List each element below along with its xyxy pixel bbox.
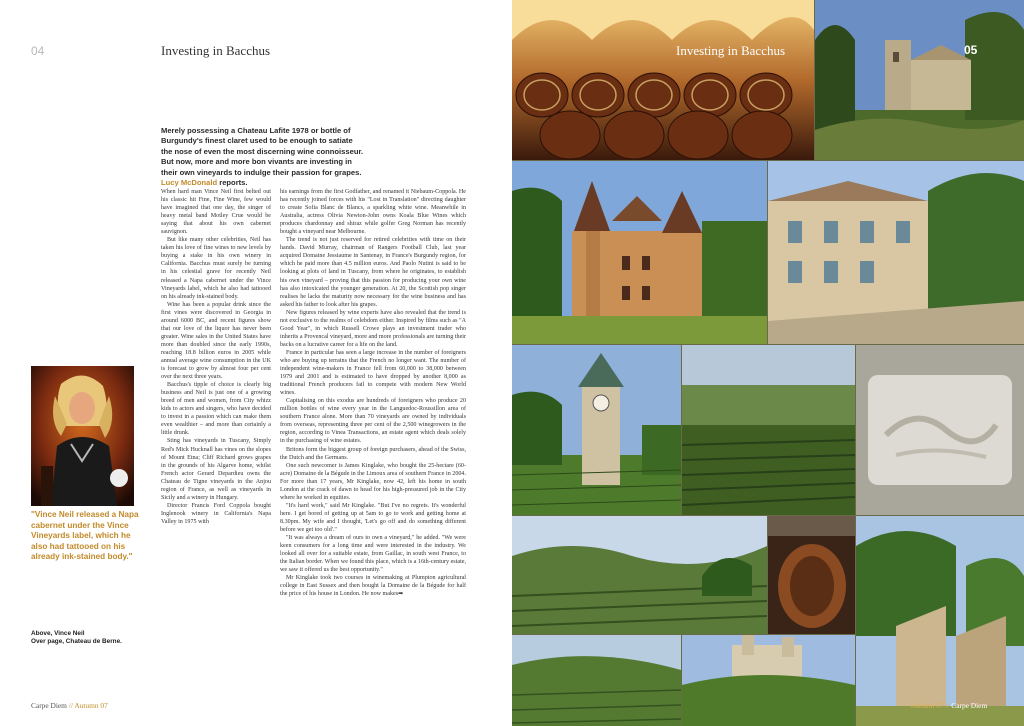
article-paragraph: Sting has vineyards in Tuscany, Simply Red's Mick Hucknall has vines on the slopes of Mount Etna; Cliff Richard grows grapes in the grounds of his Algarve home, whilst French actor Gerard Depardieu owns the Chateau de Tigne vineyards in the Anjou region of France, as well as vineyards in Sicily and a winery in Hungary. [161, 438, 271, 501]
stone-ruin-photo [856, 516, 1024, 726]
clock-tower-photo [512, 345, 681, 515]
footer-separator: // [66, 701, 73, 710]
footer-right-issue: Autumn 07 [910, 701, 944, 710]
intro-reports: reports. [217, 178, 248, 188]
stone-engraving-photo [856, 345, 1024, 515]
article-paragraph: But like many other celebrities, Neil has taken his love of fine wines to new levels by buying a stake in his own winery in California. Bacchus must surely be turning in his celestial grave for recently Neil released a Napa cabernet under the Vince Vineyards label, which he also had tattooed on his already ink-stained body. [161, 237, 271, 300]
page-number-left: 04 [31, 44, 45, 58]
chapel-photo [815, 0, 1024, 160]
hilltop-castle-photo [682, 635, 855, 726]
right-page [512, 0, 1024, 726]
caption-line-1: Above, Vince Neil [31, 630, 85, 637]
article-paragraph: Bacchus's tipple of choice is clearly big business and Neil is just one of a growing breed of men and women, from City whizz kids to actors and singers, who have decided to invest in a passion which can make them even wealthier – and more than certainly a little drunk. [161, 382, 271, 437]
article-column-1 [161, 188, 271, 526]
intro-author: Lucy McDonald [161, 178, 218, 188]
running-head-right: Investing in Bacchus [676, 43, 786, 58]
footer-right [910, 701, 987, 710]
article-paragraph: Mr Kinglake took two courses in winemaking at Plumpton agricultural college in East Sussex and then bought la Domaine de la Bégude for half the price of his house in London. He now makes➡ [280, 575, 466, 598]
caption-line-2: Over page, Chateau de Berne. [31, 638, 122, 646]
barrel-cellar-photo [512, 0, 814, 160]
article-paragraph: his earnings from the first Godfather, and renamed it Niebaum-Coppola. He has recently joined forces with his "Lost in Translation" directing daughter to create Sofia Blanc de Blancs, a sparkling white wine. Meanwhile in Australia, actress Olivia Newton-John owns Koala Blue Wines which produces chardonnay and shiraz while golfer Greg Norman has recently bought a vineyard near Melbourne. [280, 189, 466, 236]
footer-right-separator: // [943, 701, 950, 710]
vineyard-landscape-photo [512, 516, 767, 634]
article-paragraph: "It was always a dream of ours to own a vineyard," he added. "We were keen consumers for a long time and were interested in the industry. We looked all over for a suitable estate, from Gaillac, in south west France, to the Italian border. When we found this place, which is a 16th-century estate, we saw it offered us the best opportunity." [280, 535, 466, 574]
cellar-barrels-photo [768, 516, 855, 634]
article-paragraph: "It's hard work," said Mr Kinglake. "But I've no regrets. It's wonderful here. I get bored of getting up at 5am to go to work and getting home at 8.30pm. My wife and I thought, 'Let's go off and do something different before we get too old'." [280, 502, 466, 533]
article-paragraph: The trend is not just reserved for retired celebrities with time on their hands. David Murray, chairman of Rangers Football Club, last year acquired Domaine Jessiaume in Santenay, in France's Burgundy region, for which he paid more than 4.5 million euros. And Paolo Nutini is said to be looking at plots of land in Tuscany, from where he originates, to establish his own vineyard – proving that this passion for producing your own wine has also intoxicated the younger generation. At 20, the Scottish pop singer realises he lacks the maturity now necessary for the wine business and has asked his father to look after his grapes. [280, 237, 466, 308]
article-paragraph: Wine has been a popular drink since the first vines were discovered in Georgia in around 6000 BC, and recent figures show that our love of the liquor has never been greater. Wine sales in the United States have more than doubled since the early 1990s, reaching 18.8 billion euros in 2005 while annual average wine consumption in the UK is forecast to grow by almost four per cent over the next three years. [161, 301, 271, 381]
article-paragraph: Director Francis Ford Coppola bought Inglenook winery in California's Napa Valley in 1975 with [161, 502, 271, 525]
page-number-right: 05 [964, 43, 978, 57]
article-intro [161, 126, 366, 188]
footer-issue: Autumn 07 [74, 701, 108, 710]
photo-caption [31, 630, 141, 647]
running-head-left: Investing in Bacchus [161, 43, 271, 58]
footer-right-publication: Carpe Diem [951, 701, 988, 710]
vineyard-rows-photo [682, 345, 855, 515]
vince-neil-photo [31, 366, 134, 506]
vineyard-valley-photo [512, 635, 681, 726]
footer-publication: Carpe Diem [31, 701, 67, 710]
pull-quote: "Vince Neil released a Napa cabernet under the Vince Vineyards label, which he also had tattooed on his already ink-stained body." [31, 510, 139, 562]
footer-left [31, 701, 108, 710]
village-street-photo [768, 161, 1024, 344]
article-paragraph: One such newcomer is James Kinglake, who bought the 25-hectare (60-acre) Domaine de la Bégude in the Limoux area of southern France in 2004. For more than 17 years, Mr Kinglake, now 42, left his home in south London at the crack of dawn to head for his high-pressured job in the City where he worked in equities. [280, 462, 466, 501]
intro-text: Merely possessing a Chateau Lafite 1978 or bottle of Burgundy's finest claret used to be enough to satiate the nose of even the most discerning wine connoisseur. But now, more and more bon vivants are investing in their own vineyards to indulge their passion for grapes. [161, 126, 364, 177]
article-column-2 [280, 188, 466, 598]
article-paragraph: New figures released by wine experts have also revealed that the trend is not exclusive to the realms of celebdom either. Inspired by films such as "A Good Year", in which Russell Crowe plays an investment trader who inherits a Provencal vineyard, more and more professionals are turning their backs on a lucrative career for a life on the land. [280, 309, 466, 348]
article-paragraph: Capitalising on this exodus are hundreds of foreigners who produce 20 million bottles of wine every year in the Languedoc-Roussillon area of southern France alone. More than 70 vineyards are owned by individuals from overseas, representing three per cent of the 2,500 winegrowers in the region, according to Vinea Transactions, an estate agent which deals solely in the purchasing of wine estates. [280, 398, 466, 445]
chateau-photo [512, 161, 767, 344]
article-paragraph: Britons form the biggest group of foreign purchasers, ahead of the Swiss, the Dutch and the Germans. [280, 446, 466, 461]
article-paragraph: When hard man Vince Neil first belted out his classic hit Fine, Fine Wine, few would have imagined that one day, the singer of heavy metal band Motley Crue would be saying that about his own cabernet sauvignon. [161, 189, 271, 236]
article-paragraph: France in particular has seen a large increase in the number of foreigners who are buying up terrains that the French no longer want. The number of independent wine-makers in France fell from 60,000 to 38,000 between 1979 and 2001 and is estimated to have dropped by another 8,000 as traditional French producers fail to compete with modern New World wines. [280, 349, 466, 397]
